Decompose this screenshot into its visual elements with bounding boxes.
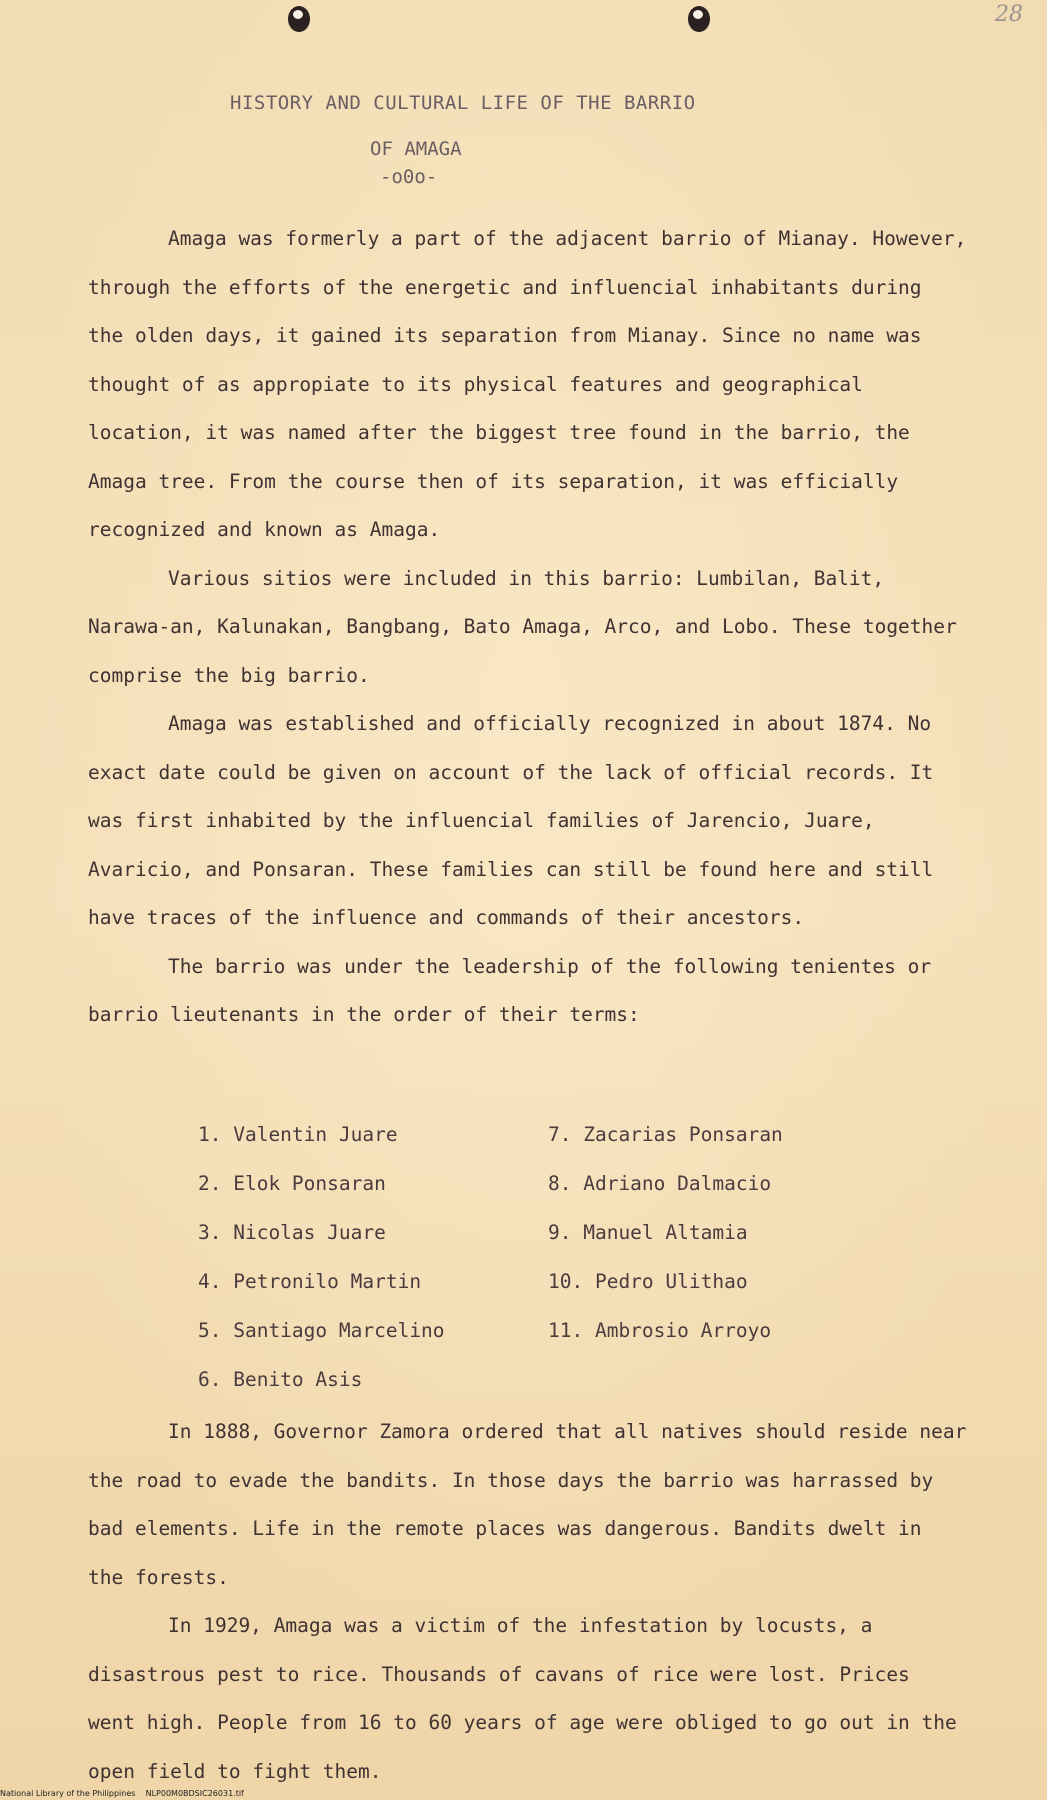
list-item: 1. Valentin Juare — [198, 1123, 398, 1146]
list-item: 11. Ambrosio Arroyo — [548, 1319, 772, 1342]
body-text-bottom — [88, 1408, 968, 1796]
list-item: 7. Zacarias Ponsaran — [548, 1123, 783, 1146]
list-item: 6. Benito Asis — [198, 1368, 363, 1391]
list-item: 3. Nicolas Juare — [198, 1221, 386, 1244]
paragraph: In 1929, Amaga was a victim of the infestation by locusts, a disastrous pest to rice. Thousands of cavans of rice were lost. Prices went high. People from 16 to 60 years of age were obliged to go out in the open field to fight them. — [88, 1614, 957, 1783]
paragraph: Amaga was formerly a part of the adjacent barrio of Mianay. However, through the efforts of the energetic and influencial inhabitants during the olden days, it gained its separation from Mianay. Since no name was thought of as appropiate to its physical features and geographical location, it was named after the biggest tree found in the barrio, the Amaga tree. From the course then of its separation, it was efficially recognized and known as Amaga. — [88, 227, 967, 541]
document-subtitle: OF AMAGA — [370, 138, 462, 160]
title-ornament: -o0o- — [380, 166, 438, 188]
list-item: 4. Petronilo Martin — [198, 1270, 422, 1293]
paragraph: The barrio was under the leadership of the following tenientes or barrio lieutenants in the order of their terms: — [88, 954, 932, 1026]
list-item: 8. Adriano Dalmacio — [548, 1172, 772, 1195]
document-title: HISTORY AND CULTURAL LIFE OF THE BARRIO — [230, 92, 696, 114]
tenientes-column-right — [548, 1110, 878, 1355]
punch-hole-icon — [688, 6, 710, 32]
page-number: 28 — [995, 2, 1023, 27]
list-item: 5. Santiago Marcelino — [198, 1319, 445, 1342]
list-item: 10. Pedro Ulithao — [548, 1270, 748, 1293]
list-item: 9. Manuel Altamia — [548, 1221, 748, 1244]
list-item: 2. Elok Ponsaran — [198, 1172, 386, 1195]
body-text-top — [88, 215, 968, 1040]
paragraph: Various sitios were included in this barrio: Lumbilan, Balit, Narawa-an, Kalunakan, Bangbang, Bato Amaga, Arco, and Lobo. These together comprise the big barrio. — [88, 566, 957, 687]
punch-hole-icon — [288, 6, 310, 32]
paragraph: Amaga was established and officially recognized in about 1874. No exact date could be given on account of the lack of official records. It was first inhabited by the influencial families of Jarencio, Juare, Avaricio, and Ponsaran. These families can still be found here and still have traces of the influence and commands of their ancestors. — [88, 712, 934, 929]
paragraph: In 1888, Governor Zamora ordered that all natives should reside near the road to evade the bandits. In those days the barrio was harrassed by bad elements. Life in the remote places was dangerous. Bandits dwelt in the forests. — [88, 1420, 967, 1589]
archive-footer: National Library of the Philippines NLP00M0BDSIC26031.tif — [0, 1789, 244, 1798]
tenientes-column-left — [198, 1110, 528, 1404]
